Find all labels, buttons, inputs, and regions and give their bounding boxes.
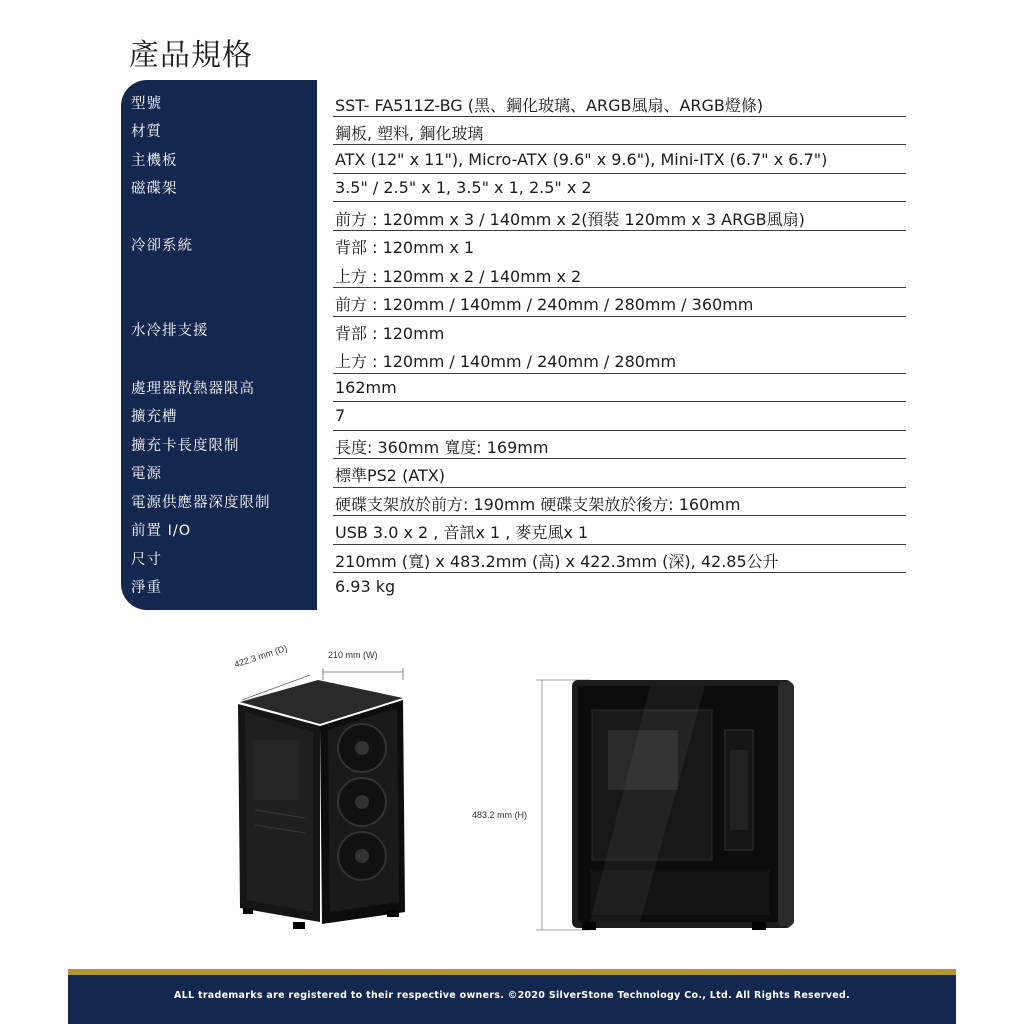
value-psu: 標準PS2 (ATX) — [335, 466, 445, 485]
label-psu: 電源 — [131, 466, 162, 482]
value-material: 鋼板, 塑料, 鋼化玻璃 — [335, 124, 484, 143]
value-radiator-top: 上方 : 120mm / 140mm / 240mm / 280mm — [335, 352, 677, 371]
divider — [333, 144, 906, 145]
divider — [333, 515, 906, 516]
value-cooling-top: 上方 : 120mm x 2 / 140mm x 2 — [335, 267, 582, 286]
divider — [333, 544, 906, 545]
copyright-text: ALL trademarks are registered to their respective owners. ©2020 SilverStone Technology Co., Ltd. All Rights Reserved. — [174, 990, 850, 1001]
value-expansion: 7 — [335, 406, 346, 425]
width-dimension-label: 210 mm (W) — [328, 650, 378, 660]
divider — [333, 572, 906, 573]
label-motherboard: 主機板 — [131, 153, 178, 169]
divider — [333, 173, 906, 174]
label-card-length: 擴充卡長度限制 — [131, 438, 240, 454]
divider — [333, 430, 906, 431]
label-model: 型號 — [131, 96, 162, 112]
value-motherboard: ATX (12" x 11"), Micro-ATX (9.6" x 9.6"), Mini-ITX (6.7" x 6.7") — [335, 150, 828, 169]
label-radiator: 水冷排支援 — [131, 323, 209, 339]
value-cooling-rear: 背部 : 120mm x 1 — [335, 238, 475, 257]
divider — [333, 373, 906, 374]
label-dimensions: 尺寸 — [131, 552, 162, 568]
divider — [333, 287, 906, 288]
divider — [333, 458, 906, 459]
height-dimension-label: 483.2 mm (H) — [472, 810, 528, 820]
divider — [333, 401, 906, 402]
divider — [333, 487, 906, 488]
divider — [333, 316, 906, 317]
label-weight: 淨重 — [131, 580, 162, 596]
divider — [333, 230, 906, 231]
value-model: SST- FA511Z-BG (黑、鋼化玻璃、ARGB風扇、ARGB燈條) — [335, 96, 764, 115]
label-cooling: 冷卻系統 — [131, 238, 193, 254]
label-expansion: 擴充槽 — [131, 409, 178, 425]
value-front-io: USB 3.0 x 2 , 音訊x 1 , 麥克風x 1 — [335, 523, 589, 542]
label-drive-bays: 磁碟架 — [131, 181, 178, 197]
value-radiator-front: 前方 : 120mm / 140mm / 240mm / 280mm / 360mm — [335, 295, 754, 314]
value-cpu-cooler: 162mm — [335, 378, 397, 397]
label-psu-depth: 電源供應器深度限制 — [131, 495, 271, 511]
case-isometric-image — [225, 640, 425, 940]
label-front-io: 前置 I/O — [131, 523, 192, 539]
divider — [333, 116, 906, 117]
value-card-length: 長度: 360mm 寬度: 169mm — [335, 438, 549, 457]
value-psu-depth: 硬碟支架放於前方: 190mm 硬碟支架放於後方: 160mm — [335, 495, 741, 514]
case-side-view-image — [530, 670, 810, 940]
depth-dimension-label: 422.3 mm (D) — [233, 642, 289, 670]
label-cpu-cooler: 處理器散熱器限高 — [131, 381, 255, 397]
value-weight: 6.93 kg — [335, 577, 396, 596]
page-title: 產品規格 — [129, 38, 253, 73]
divider — [333, 201, 906, 202]
footer — [68, 975, 956, 1024]
value-dimensions: 210mm (寬) x 483.2mm (高) x 422.3mm (深), 42.85公升 — [335, 552, 779, 571]
value-cooling-front: 前方 : 120mm x 3 / 140mm x 2(預裝 120mm x 3 ARGB風扇) — [335, 210, 805, 229]
label-material: 材質 — [131, 124, 162, 140]
value-radiator-rear: 背部 : 120mm — [335, 324, 445, 343]
value-drive-bays: 3.5" / 2.5" x 1, 3.5" x 1, 2.5" x 2 — [335, 178, 592, 197]
